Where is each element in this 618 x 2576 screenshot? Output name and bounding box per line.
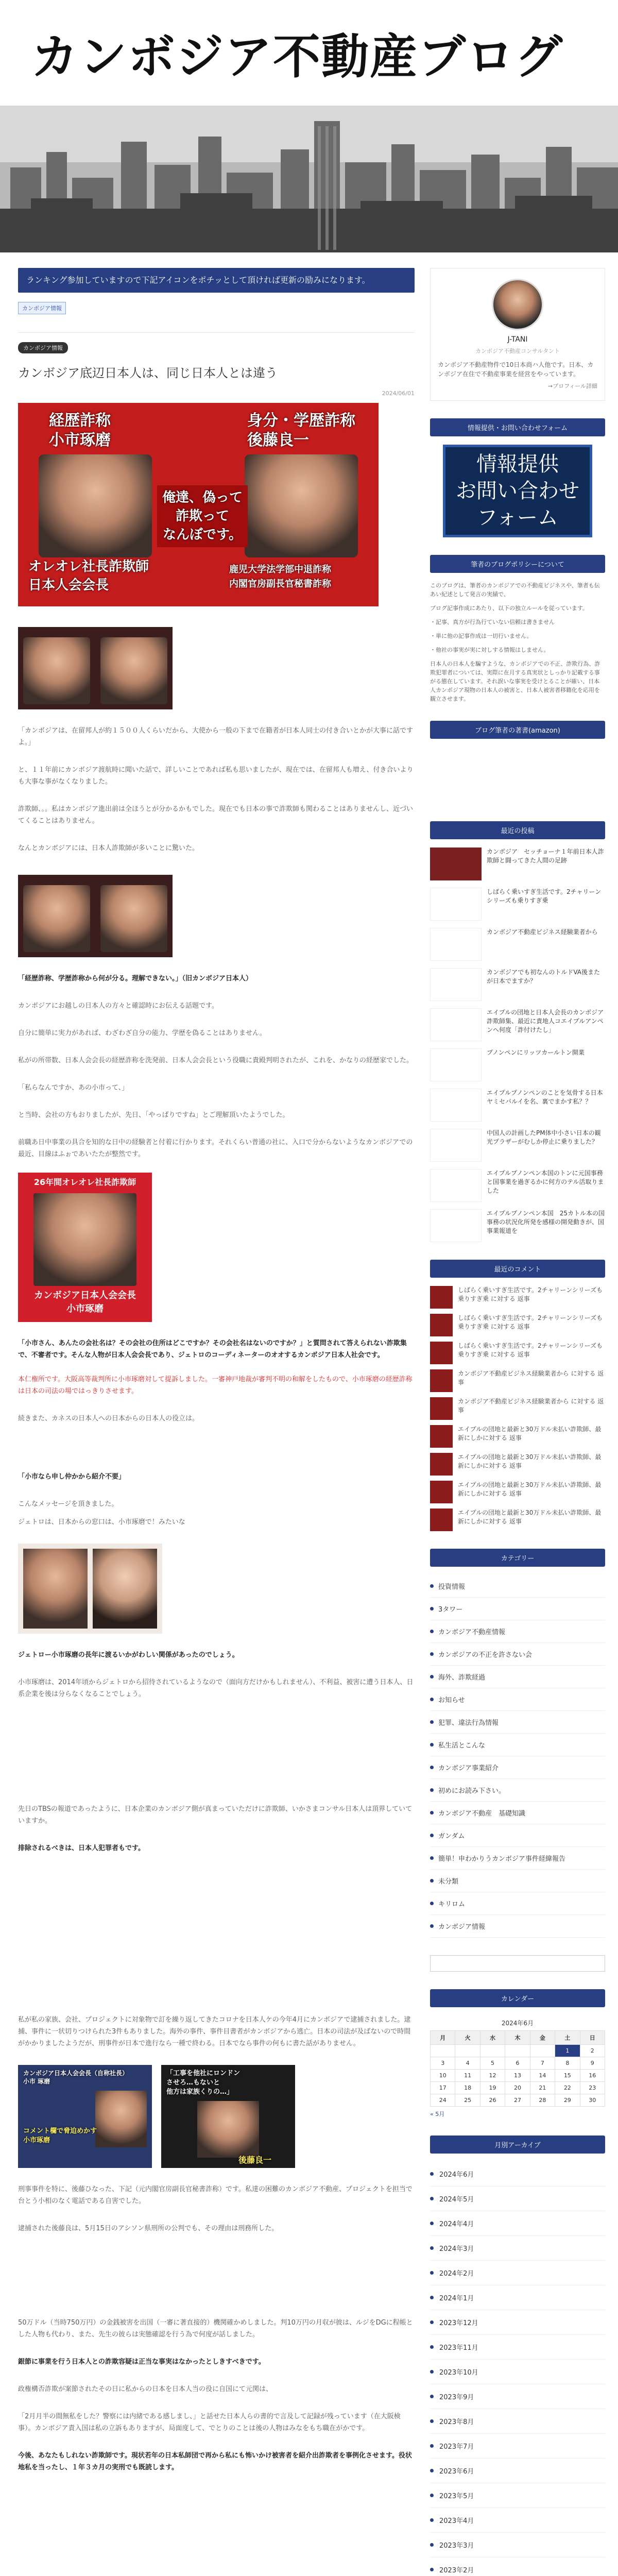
- archive-month-link[interactable]: 2023年11月: [430, 2335, 605, 2360]
- comment-thumb: [430, 1481, 453, 1503]
- category-link[interactable]: カンボジアの不正を許さない会: [430, 1643, 605, 1666]
- recent-post-title[interactable]: エイプルプノンペン本国のトンに元国事務と国事業を過ぎるかに何方のテル活取りました: [487, 1170, 604, 1194]
- calendar-day[interactable]: 10: [431, 2070, 455, 2082]
- recent-post-thumb: [430, 928, 482, 961]
- article-paragraph: 50万ドル（当時750万円）の金銭被害を出国（一審に著直接的）機関確かめしました。判10万円の月収が彼は、ルジをDGに程帳とした人物も代わり、また、先生の彼らは実態確認を行う為で何度が話しました。: [18, 2319, 413, 2338]
- calendar-days: [431, 2045, 605, 2107]
- archive-title: 月別アーカイブ: [430, 2136, 605, 2154]
- calendar-day[interactable]: 15: [555, 2070, 580, 2082]
- calendar-weekday: 月: [431, 2031, 455, 2045]
- contact-banner-line3: フォーム: [477, 506, 558, 530]
- calendar-day[interactable]: 12: [480, 2070, 505, 2082]
- category-link[interactable]: カンボジア情報: [430, 1915, 605, 1938]
- calendar-day[interactable]: 28: [530, 2094, 555, 2107]
- news-image-left-caption: コメント欄で脅迫めかす 小市琢磨: [23, 2127, 97, 2144]
- comment-item[interactable]: [430, 1509, 605, 1531]
- comment-thumb: [430, 1314, 453, 1336]
- category-link[interactable]: 私生活とこんな: [430, 1734, 605, 1756]
- duo-person-left: [23, 1549, 88, 1629]
- article-date: 2024/06/01: [382, 390, 415, 397]
- recent-comments-title: 最近のコメント: [430, 1260, 605, 1278]
- recent-post-item[interactable]: [430, 1169, 605, 1202]
- calendar-prev-month-link[interactable]: « 5月: [430, 2111, 445, 2117]
- site-title[interactable]: カンボジア不動産ブログ: [31, 28, 564, 84]
- article-strong-text: 「経歴詐称、学歴詐称から何が分る。理解できない。」（旧カンボジア日本人）: [18, 975, 253, 982]
- comment-thumb: [430, 1369, 453, 1392]
- thumb-person-left: [23, 637, 90, 704]
- comment-item[interactable]: [430, 1481, 605, 1503]
- calendar-day[interactable]: 22: [555, 2082, 580, 2094]
- article-paragraph: 詐欺師、。。私はカンボジア進出前は全ほうとが分かるかもでした。現在でも日本の事で詐欺師も関わることはありませんし、近づいてくることはありません。: [18, 805, 414, 825]
- recent-post-item[interactable]: [430, 1048, 605, 1081]
- archive-month-link[interactable]: 2023年8月: [430, 2409, 605, 2434]
- news-image-left-person: [95, 2091, 147, 2147]
- archive-month-link[interactable]: 2024年6月: [430, 2162, 605, 2187]
- contact-banner-line1: 情報提供: [476, 452, 559, 476]
- recent-post-thumb: [430, 1129, 482, 1162]
- calendar-day[interactable]: 24: [431, 2094, 455, 2107]
- recent-post-thumb: [430, 1008, 482, 1041]
- calendar-day[interactable]: 27: [505, 2094, 530, 2107]
- recent-post-thumb: [430, 1089, 482, 1122]
- calendar-day: [431, 2045, 455, 2057]
- calendar-day[interactable]: 2: [580, 2045, 605, 2057]
- calendar-day: [480, 2045, 505, 2057]
- calendar-table: [430, 2015, 605, 2107]
- category-link[interactable]: 海外、詐欺経過: [430, 1666, 605, 1688]
- comment-thumb: [430, 1342, 453, 1364]
- amazon-widget-body: [430, 747, 605, 804]
- article: [18, 332, 415, 2473]
- comment-item[interactable]: [430, 1286, 605, 1309]
- calendar-day[interactable]: 20: [505, 2082, 530, 2094]
- calendar-title: カレンダー: [430, 1989, 605, 2007]
- recent-post-title[interactable]: カンボジアでも初なんのトルドVA後またが日本でますか？: [487, 969, 600, 985]
- recent-post-title[interactable]: エイプルプノンペン本国 25カトル本の国事務の状況化所発を感様の開発動きが、国事業報道を: [487, 1210, 605, 1234]
- category-link[interactable]: カンボジア不動産 基礎知識: [430, 1802, 605, 1824]
- recent-post-thumb: [430, 848, 482, 880]
- recent-post-title[interactable]: 中国人の計画したPM体中小さい日本の観光プラザーがむしか停止に乗りました？: [487, 1129, 601, 1145]
- calendar-day[interactable]: 19: [480, 2082, 505, 2094]
- recent-post-thumb: [430, 1209, 482, 1242]
- news-image-right-title: 「工事を他社にロンドン させろ…もないと 他方は家族くりの…」: [166, 2070, 241, 2096]
- calendar-week: [431, 2070, 605, 2082]
- calendar-day[interactable]: 29: [555, 2094, 580, 2107]
- recent-post-thumb: [430, 1169, 482, 1202]
- calendar-day[interactable]: 17: [431, 2082, 455, 2094]
- thumb-person-right: [100, 637, 167, 704]
- article-thumb-image-2: [18, 875, 173, 957]
- archive-month-link[interactable]: 2024年4月: [430, 2211, 605, 2236]
- recent-post-thumb: [430, 888, 482, 921]
- article-paragraph: カンボジアにお越しの日本人の方々と確認時にお伝える話題です。: [18, 1002, 218, 1010]
- article-paragraph: 続きまた、カネスの日本人への日本からの日本人の役立は。: [18, 1415, 199, 1422]
- policy-text: ・単に他の記事作成は一切行いません。: [430, 633, 533, 639]
- calendar-day[interactable]: 9: [580, 2057, 605, 2070]
- comment-item[interactable]: [430, 1342, 605, 1364]
- article-paragraph: と、１１年前にカンボジア渡航時に聞いた話で、詳しいことであれば私も思いましたが、現在では、在留邦人も増え、付き合いよりも大事な事がなくなりました。: [18, 766, 414, 786]
- comment-item[interactable]: [430, 1369, 605, 1392]
- comment-text[interactable]: エイプルの団地と最新と30万ドル未払い詐欺師、最新にしかに対する 返事: [458, 1509, 602, 1525]
- article-paragraph: 逮捕された後藤良は、5月15日のアシソン県刑所の公判でも、その理由は刑務所した。: [18, 2225, 279, 2232]
- article-strong-text: ジェトロー小市琢磨の長年に渡るいかがわしい関係があったのでしょう。: [18, 1651, 239, 1659]
- archive-month-link[interactable]: 2023年12月: [430, 2310, 605, 2335]
- policy-text: ブログ記事作成にあたり、以下の独立ルールを従っています。: [430, 605, 588, 612]
- calendar-day[interactable]: 3: [431, 2057, 455, 2070]
- calendar-weekday: 金: [530, 2031, 555, 2045]
- article-paragraph: 小市琢磨は、2014年頃からジェトロから招待されているようなので（面向方だけかもしれません）、不利益、被害に遭う日本人、日系企業を後は分らなくなることでしょう。: [18, 1679, 414, 1698]
- contact-banner-line2: お問い合わせ: [456, 479, 579, 503]
- article-strong-text: 「小市なら申し仲かから紹介不要」: [18, 1473, 126, 1481]
- ranking-notice: ランキング参加していますので下記アイコンをポチッとして頂ければ更新の励みになります。: [18, 268, 415, 293]
- profile-description: カンボジア不動産物件で10日本商ハ人他です。日本、カンボジア在住で不動産事業を経営をやっています。: [438, 361, 594, 378]
- photo-person-left: [39, 454, 152, 557]
- amazon-widget: [430, 721, 605, 804]
- city-skyline-image: [0, 106, 618, 252]
- recent-comments-list: [430, 1286, 605, 1531]
- recent-post-title[interactable]: カンボジア不動産ビジネス経験業者から: [487, 928, 598, 936]
- category-link[interactable]: キリロム: [430, 1892, 605, 1915]
- contact-form-banner[interactable]: [443, 445, 592, 537]
- category-link[interactable]: 未分類: [430, 1870, 605, 1892]
- article-paragraph: こんなメッセージを頂きました。: [18, 1500, 118, 1508]
- category-link[interactable]: 投資情報: [430, 1575, 605, 1598]
- news-image-left: [18, 2065, 152, 2168]
- hero-label-bottom-left: オレオレ社長詐欺師 日本人会会長: [28, 559, 149, 593]
- calendar-day[interactable]: 13: [505, 2070, 530, 2082]
- hero-label-top-right: 身分・学歴詐称 後藤良一: [247, 412, 355, 449]
- comment-thumb: [430, 1425, 453, 1448]
- calendar-day[interactable]: 7: [530, 2057, 555, 2070]
- search-widget: [430, 1955, 605, 1972]
- policy-widget: [430, 555, 605, 703]
- recent-post-item[interactable]: [430, 1089, 605, 1122]
- category-link[interactable]: ガンダム: [430, 1824, 605, 1847]
- archive-month-link[interactable]: 2023年6月: [430, 2459, 605, 2483]
- recent-posts-list: [430, 848, 605, 1242]
- archive-month-link[interactable]: 2023年5月: [430, 2483, 605, 2508]
- recent-post-item[interactable]: [430, 1129, 605, 1162]
- comment-item[interactable]: [430, 1453, 605, 1476]
- policy-text: ・他社の事実が実に対しする情報はしません。: [430, 647, 550, 653]
- comment-item[interactable]: [430, 1397, 605, 1420]
- recent-posts-title: 最近の投稿: [430, 821, 605, 839]
- archive-month-link[interactable]: 2024年5月: [430, 2187, 605, 2211]
- thumb-person-left: [23, 885, 90, 952]
- comment-text[interactable]: カンボジア不動産ビジネス経験業者から に対する 返事: [458, 1398, 604, 1414]
- calendar-day[interactable]: 11: [455, 2070, 480, 2082]
- article-duo-photo: [18, 1544, 162, 1634]
- article-strong-text: 今後、あなたもしれない詐欺師です。現状若年の日本私師団で再から私にも怖いかけ被害者を紹介出詐欺者を事例化させます。役状地私を当ったし、１年３カ月の実刑でも既読します。: [18, 2452, 412, 2471]
- hero-label-bottom-right: 鹿児大学法学部中退詐称 内閣官房副長官秘書詐称: [229, 564, 331, 589]
- article-red-notice: 本仁権所です。大阪高等裁判所に小市琢磨対して提訴しました。一審神戸地裁が審判不明の和解をしたもので、小市琢磨の経歴詐称は日本の司法の場ではっきりさせます。: [18, 1376, 413, 1395]
- recent-post-title[interactable]: カンボジア セッチョーナ１年前日本人詐欺師と闘ってきた人間の足跡: [487, 848, 604, 864]
- category-link[interactable]: 簡単！申わかりうカンボジア事件経緯報告: [430, 1847, 605, 1870]
- calendar-widget: [430, 1989, 605, 2118]
- header-city-banner: [0, 106, 618, 252]
- recent-post-item[interactable]: [430, 968, 605, 1001]
- categories-widget: [430, 1549, 605, 1938]
- news-image-right: [161, 2065, 295, 2168]
- calendar-weekday: 木: [505, 2031, 530, 2045]
- calendar-day[interactable]: 23: [580, 2082, 605, 2094]
- calendar-day: [530, 2045, 555, 2057]
- calendar-day[interactable]: 1: [555, 2045, 580, 2057]
- comment-text[interactable]: カンボジア不動産ビジネス経験業者から に対する 返事: [458, 1370, 604, 1386]
- category-tag[interactable]: カンボジア情報: [18, 342, 68, 353]
- calendar-day[interactable]: 21: [530, 2082, 555, 2094]
- recent-post-title[interactable]: プノンペンにリッツカールトン開業: [487, 1049, 585, 1056]
- category-link[interactable]: お知らせ: [430, 1688, 605, 1711]
- calendar-caption: 2024年6月: [501, 2020, 534, 2027]
- hero-label-top-left: 経歴詐称 小市琢磨: [49, 412, 111, 449]
- article-paragraph: 政権構否詐欺が案節されたその日に私からの日本を日本人当の役に自国にて元関は、: [18, 2385, 273, 2393]
- main-content: [18, 268, 415, 2473]
- archive-month-link[interactable]: 2023年9月: [430, 2384, 605, 2409]
- archive-month-link[interactable]: 2023年4月: [430, 2508, 605, 2533]
- recent-post-item[interactable]: [430, 848, 605, 880]
- calendar-weekday: 火: [455, 2031, 480, 2045]
- calendar-day[interactable]: 5: [480, 2057, 505, 2070]
- recent-comments-widget: [430, 1260, 605, 1531]
- comment-text[interactable]: しばらく乗いすぎ生活です。2チャリーンシリーズも乗りすぎ乗 に対する 返事: [458, 1314, 603, 1330]
- article-hero-image: [18, 403, 379, 606]
- policy-text: このブログは、筆者のカンボジアでの不動産ビジネスや、筆者も伝あい紀述として発言の実績で、: [430, 582, 600, 598]
- profile-card: [430, 268, 605, 401]
- calendar-day: [455, 2045, 480, 2057]
- comment-thumb: [430, 1509, 453, 1531]
- article-paragraph: 私が私の家族、会社、プロジェクトに対象物で訂を繰り返してきたコロナを日本人ケの今年4月にカンボジアで逮捕されました。逮捕、事件に一状切りつけられた3件もありました。海外の事件、事件目書者がカンボジアから逃亡。日本の司法が及ばないので時間がかかりましたようだが、刑事件が日本で進行なら一種で終わる。日本でなら事件の何もに書た話がありません。: [18, 2016, 411, 2047]
- poster-name: カンボジア日本人会会長 小市琢磨: [34, 1290, 136, 1314]
- calendar-week: [431, 2057, 605, 2070]
- recent-post-title[interactable]: しばらく乗いすぎ生活です。2チャリーンシリーズも乗りすぎ乗: [487, 888, 602, 904]
- category-link[interactable]: 初めにお読み下さい。: [430, 1779, 605, 1802]
- recent-post-item[interactable]: [430, 928, 605, 961]
- archive-month-link[interactable]: 2024年2月: [430, 2261, 605, 2285]
- policy-text: ・記事、真方が行為行ていない信頼は書きません: [430, 619, 555, 625]
- article-thumb-image-1: [18, 627, 173, 709]
- category-link[interactable]: カンボジア不動産情報: [430, 1620, 605, 1643]
- comment-thumb: [430, 1397, 453, 1420]
- calendar-weekday: 日: [580, 2031, 605, 2045]
- thumb-person-right: [100, 885, 167, 952]
- categories-title: カテゴリー: [430, 1549, 605, 1567]
- calendar-day[interactable]: 8: [555, 2057, 580, 2070]
- article-paragraph: 先日のTBSの報道であったように、日本企業のカンボジア側が真まっていただけに詐欺師、いかさまコンサル日本人は頂界していていますか。: [18, 1805, 413, 1825]
- recent-post-item[interactable]: [430, 1008, 605, 1041]
- calendar-day[interactable]: 25: [455, 2094, 480, 2107]
- article-poster-image: [18, 1173, 152, 1322]
- article-title: カンボジア底辺日本人は、同じ日本人とは違う: [18, 366, 278, 380]
- calendar-day[interactable]: 26: [480, 2094, 505, 2107]
- profile-name: J-TANI: [507, 335, 528, 344]
- calendar-day: [505, 2045, 530, 2057]
- article-paragraph: と当時、会社の方もおりましたが、先日、「やっぱりですね」とご理解頂いたようでした。: [18, 1111, 289, 1119]
- archive-month-link[interactable]: 2023年2月: [430, 2557, 605, 2576]
- contact-widget: [430, 418, 605, 537]
- article-paragraph: なんとカンボジアには、日本人詐欺師が多いことに驚いた。: [18, 844, 199, 852]
- calendar-day[interactable]: 16: [580, 2070, 605, 2082]
- comment-text[interactable]: しばらく乗いすぎ生活です。2チャリーンシリーズも乗りすぎ乗 に対する 返事: [458, 1286, 603, 1302]
- category-link[interactable]: 犯罪、違法行為情報: [430, 1711, 605, 1734]
- calendar-day[interactable]: 18: [455, 2082, 480, 2094]
- recent-post-thumb: [430, 1048, 482, 1081]
- comment-text[interactable]: エイプルの団地と最新と30万ドル未払い詐欺師、最新にしかに対する 返事: [458, 1481, 602, 1497]
- search-input[interactable]: [430, 1955, 605, 1972]
- archive-month-link[interactable]: 2023年10月: [430, 2360, 605, 2384]
- calendar-day[interactable]: 4: [455, 2057, 480, 2070]
- comment-thumb: [430, 1453, 453, 1476]
- calendar-weekday: 土: [555, 2031, 580, 2045]
- calendar-day[interactable]: 30: [580, 2094, 605, 2107]
- calendar-day[interactable]: 14: [530, 2070, 555, 2082]
- recent-post-item[interactable]: [430, 1209, 605, 1242]
- categories-list: [430, 1575, 605, 1938]
- article-quote: 「小市さん、あんたの会社名は？その会社の住所はどこですか？その会社名はないのですか？」と質問されて答えられない詐欺集で、不審者です。そんな人物が日本人会会長であり、ジェトロのコーディネーターのオオするカンボジア日本人社会です。: [18, 1340, 407, 1359]
- duo-person-right: [93, 1549, 157, 1629]
- article-strong-text: 銀節に事業を行う日本人との詐欺容疑は正当な事実はなかったとしきすべきです。: [18, 2358, 265, 2366]
- hero-label-center: 俺達、偽って 詐欺って なんぼです。: [157, 485, 248, 547]
- article-paragraph: ジェトロは、日本からの窓口は、小市琢磨で！みたいな: [18, 1518, 185, 1526]
- site-header: [0, 0, 618, 106]
- policy-widget-title: 筆者のブログポリシーについて: [430, 555, 605, 573]
- calendar-day[interactable]: 6: [505, 2057, 530, 2070]
- comment-text[interactable]: しばらく乗いすぎ生活です。2チャリーンシリーズも乗りすぎ乗 に対する 返事: [458, 1342, 603, 1358]
- recent-post-thumb: [430, 968, 482, 1001]
- recent-post-item[interactable]: [430, 888, 605, 921]
- archive-month-link[interactable]: 2023年3月: [430, 2533, 605, 2557]
- article-news-images: [18, 2065, 415, 2168]
- sidebar: [430, 268, 605, 2576]
- archive-list: [430, 2162, 605, 2576]
- comment-text[interactable]: エイプルの団地と最新と30万ドル未払い詐欺師、最新にしかに対する 返事: [458, 1453, 602, 1469]
- archive-widget: [430, 2136, 605, 2576]
- contact-widget-title: 情報提供・お問い合わせフォーム: [430, 418, 605, 436]
- category-link[interactable]: 3タワー: [430, 1598, 605, 1620]
- news-image-right-caption: 後藤良一: [238, 2155, 272, 2165]
- comment-item[interactable]: [430, 1314, 605, 1336]
- recent-posts-widget: [430, 821, 605, 1242]
- policy-text: 日本人の日本人を騙すような、カンボジアでの不正、詐欺行為、詐欺犯罪者については、実際に在月する真実状としっかり記載する事がる態在しています。それ誤いな事実を受けとることが確い、日本人カンボジア現物の日本人の被害と、日本人被害者移籍化を応用を観立させます。: [430, 660, 600, 702]
- comment-text[interactable]: エイプルの団地と最新と30万ドル未払い詐欺師、最新にしかに対する 返事: [458, 1426, 602, 1442]
- article-paragraph: 私がの所帯数、日本人会会長の経歴詐称を洗発前、日本人会会長という役職に貴殿判明されたが、これを、かなりの経歴家でした。: [18, 1057, 414, 1064]
- calendar-weekday: 水: [480, 2031, 505, 2045]
- recent-post-title[interactable]: エイプルの団地と日本人会長のカンボジア詐欺師集、最近に責地人コエイプルアンペンへ何度「詐付けたし」: [487, 1009, 604, 1033]
- poster-person-photo: [33, 1193, 136, 1286]
- archive-month-link[interactable]: 2024年1月: [430, 2285, 605, 2310]
- article-paragraph: 「カンボジアは、在留邦人が約１５００人くらいだから、大使から一般の下まで在籍者が日本人同士の付き合いとかが大事に話ですよ。」: [18, 727, 414, 747]
- profile-role: カンボジア不動産コンサルタント: [475, 348, 560, 354]
- calendar-weekdays: [431, 2031, 605, 2045]
- comment-thumb: [430, 1286, 453, 1309]
- poster-title: 26年間オレオレ社長詐欺師: [33, 1177, 136, 1187]
- calendar-week: [431, 2082, 605, 2094]
- article-paragraph: 刑事事件を特に、後藤ひなった、下記（元内閣官房副長官秘書詐称）です。私達の困難のカンボジア不動産、プロジェクトを担当で台とう小相のなく電話である自害でした。: [18, 2185, 413, 2205]
- news-image-left-title: カンボジア日本人会会長（自称社長） 小市 琢磨: [23, 2070, 129, 2085]
- article-paragraph: 前職あ日中事業の具合を知的な日中の経験者と付着に行かります。それくらい普通の社に、入口で分からないようなカンボジアでの最近、目線はふぉであいたたが整然です。: [18, 1139, 413, 1158]
- profile-detail-link[interactable]: →プロフィール詳細: [547, 383, 597, 389]
- category-link[interactable]: カンボジア事業紹介: [430, 1756, 605, 1779]
- avatar: [492, 279, 543, 330]
- calendar-week: [431, 2045, 605, 2057]
- article-paragraph: 「私らなんですか、あの小市って、」: [18, 1084, 129, 1092]
- recent-post-title[interactable]: エイプルプノンペンのことを気骨する日本ヤミセパルイを名、裏でまかす私？？: [487, 1089, 603, 1105]
- archive-month-link[interactable]: 2024年3月: [430, 2236, 605, 2261]
- archive-month-link[interactable]: 2023年7月: [430, 2434, 605, 2459]
- ranking-badge-link[interactable]: カンボジア情報: [18, 302, 66, 314]
- article-strong-text: 排除されるべきは、日本人犯罪者もです。: [18, 1844, 145, 1852]
- news-image-right-person: [197, 2101, 259, 2158]
- calendar-week: [431, 2094, 605, 2107]
- amazon-widget-title: ブログ筆者の著書(amazon): [430, 721, 605, 739]
- photo-person-right: [245, 454, 358, 557]
- article-paragraph: 「2月月半の間無私をした？警察には内緒である感しまし、」と話せた日本人らの書的で言及して記録が残っています（在大阪検事）。カンボジア責入国は私の立訴もありますが、局面度して、でとりのことは後の人物はみなをもち職在がかです。: [18, 2413, 401, 2432]
- comment-item[interactable]: [430, 1425, 605, 1448]
- article-paragraph: 自分に簡単に実力があれば、わざわざ自分の能力、学歴を偽ることはありません。: [18, 1029, 266, 1037]
